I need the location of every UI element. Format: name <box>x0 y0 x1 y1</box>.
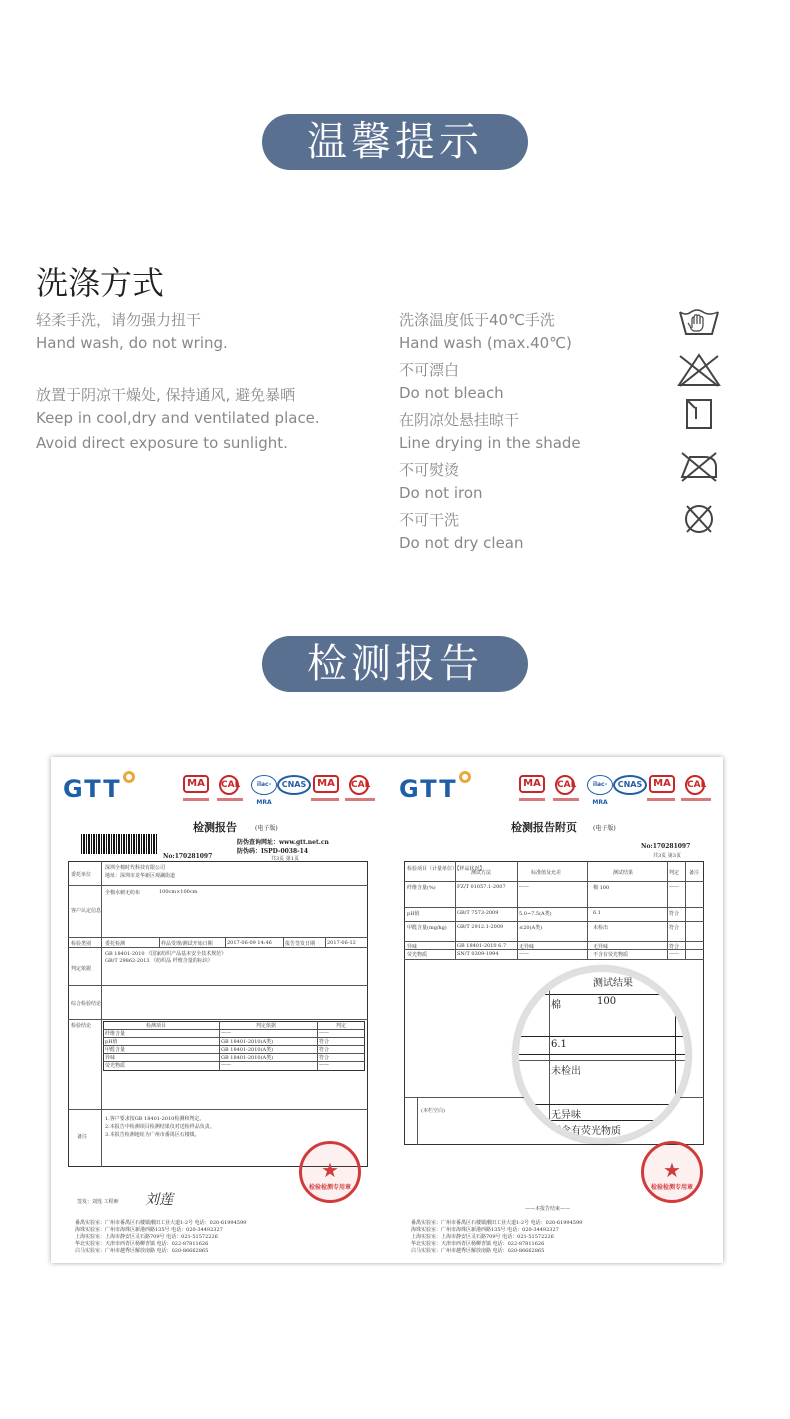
report-number: No:170281097 <box>641 843 691 850</box>
care-left-line: Hand wash, do not wring. <box>36 334 228 352</box>
ilac-logo: ilac-MRA <box>251 775 277 795</box>
appendix-standard: ≤20(A类) <box>519 925 543 931</box>
care-left-line: 放置于阴凉干燥处, 保持通风, 避免暴晒 <box>36 386 296 404</box>
cal-logo: CAL <box>219 775 239 795</box>
appendix-item: 荧光物质 <box>407 952 428 958</box>
report-number: No:170281097 <box>163 853 213 860</box>
barcode <box>81 834 157 854</box>
detail-header-result: 判定 <box>336 1023 347 1029</box>
footer-line: 白马实验室：广州市越秀区解放南路 电话：020-86662865 <box>75 1248 209 1254</box>
footer-line: 华北实验室：天津市西青区杨柳青镇 电话：022-87811626 <box>75 1241 209 1247</box>
cnas-logo: CNAS <box>613 775 647 795</box>
appendix-method: GB 18401-2010 6.7 <box>457 943 507 949</box>
appendix-judgement: 符合 <box>669 925 680 931</box>
report-title: 检测报告 <box>193 821 237 834</box>
detail-item: 荧光物质 <box>105 1063 126 1069</box>
remark-label: 备注 <box>77 1134 88 1140</box>
ma-logo: MA <box>313 775 339 793</box>
detail-result: —— <box>319 1030 329 1036</box>
care-left-line: Keep in cool,dry and ventilated place. <box>36 409 320 427</box>
standard-1: GB 18401-2010 《国家纺织产品基本安全技术规范》 <box>105 951 227 957</box>
col-header-method: 测试方法 <box>471 870 492 876</box>
appendix-method: SN/T 0309-1994 <box>457 951 499 957</box>
care-right-line: Line drying in the shade <box>399 434 581 452</box>
magnifier-formaldehyde: 未检出 <box>551 1066 581 1077</box>
detail-header-item: 检测项目 <box>146 1023 167 1029</box>
cal-logo: CAL <box>349 775 369 795</box>
detail-result: —— <box>319 1062 329 1068</box>
product-name: 全棉水刺无纺布 <box>105 890 141 896</box>
detail-basis: GB 18401-2010(A类) <box>221 1039 274 1045</box>
appendix-standard: —— <box>519 951 529 957</box>
appendix-result: 无异味 <box>593 944 609 950</box>
cal-logo: CAL <box>555 775 575 795</box>
detail-basis: GB 18401-2010(A类) <box>221 1047 274 1053</box>
detail-item: 纤维含量 <box>105 1031 126 1037</box>
remark-line: 2.本报告中检测项目检测结果仅对送检样品负责。 <box>105 1124 215 1130</box>
appendix-standard: 5.0~7.5(A类) <box>519 911 552 917</box>
signature: 刘莲 <box>145 1192 173 1208</box>
care-right-line: 不可干洗 <box>399 511 460 529</box>
appendix-result: 6.1 <box>593 910 601 916</box>
footer-line: 海珠实验室：广州市海珠区新港西路135号 电话：020-34492327 <box>75 1227 223 1233</box>
appendix-judgement: 符合 <box>669 944 680 950</box>
inspection-stamp: ★ 检验检测专用章 <box>299 1141 361 1203</box>
approval-line: 签发：刘莲 工程师 <box>77 1199 119 1205</box>
gtt-logo: GTT <box>399 775 471 803</box>
appendix-item: 甲醛含量(mg/kg) <box>407 925 447 931</box>
test-type-label: 检验类别 <box>71 941 92 947</box>
client-label: 委托单位 <box>71 872 92 878</box>
appendix-item: 纤维含量(%) <box>407 885 436 891</box>
remark-line: 1.客户要求按GB 18401-2010检测和判定。 <box>105 1116 205 1122</box>
issue-date-value: 2017-06-12 <box>327 940 356 946</box>
test-report-appendix-page <box>387 757 723 1263</box>
results-magnifier <box>513 966 691 1144</box>
line-dry-shade-icon <box>676 395 722 435</box>
magnifier-odor: 无异味 <box>551 1110 581 1121</box>
ma-logo: MA <box>183 775 209 793</box>
report-subtitle: (电子版) <box>255 825 278 832</box>
magnifier-header: 测试结果 <box>593 978 633 989</box>
magnifier-fiber: 棉 <box>551 1000 561 1011</box>
report-title-pill: 检测报告 <box>262 636 528 692</box>
page-count: 共3页 第1页 <box>271 856 299 862</box>
care-right-line: 不可漂白 <box>399 361 460 379</box>
detail-item: 异味 <box>105 1055 116 1061</box>
sample-date-value: 2017-06-09 14:46 <box>227 940 272 946</box>
appendix-item: 异味 <box>407 944 418 950</box>
appendix-standard: 无异味 <box>519 944 535 950</box>
client-value: 深圳全棉时代科技有限公司 <box>105 865 166 871</box>
appendix-method: GB/T 2912.1-2009 <box>457 924 504 930</box>
detail-result: 符合 <box>319 1055 330 1061</box>
footer-line: 海珠实验室：广州市海珠区新港西路135号 电话：020-34492327 <box>411 1227 559 1233</box>
care-right-line: 不可熨烫 <box>399 461 460 479</box>
ilac-logo: ilac-MRA <box>587 775 613 795</box>
no-iron-icon <box>676 447 722 487</box>
magnifier-ph: 6.1 <box>551 1039 567 1050</box>
col-header-standard: 标准值及允差 <box>531 870 562 876</box>
detail-basis: —— <box>221 1062 231 1068</box>
care-title: 洗涤方式 <box>36 264 165 302</box>
care-right-line: 在阴凉处悬挂晾干 <box>399 411 520 429</box>
page-count: 共3页 第3页 <box>653 853 681 859</box>
care-right-line: Do not dry clean <box>399 534 524 552</box>
care-left-line: Avoid direct exposure to sunlight. <box>36 434 288 452</box>
report-images <box>51 757 723 1263</box>
detail-item: pH值 <box>105 1039 118 1045</box>
appendix-judgement: 符合 <box>669 911 680 917</box>
tips-title-pill: 温馨提示 <box>262 114 528 170</box>
issue-date-label: 报告签发日期 <box>285 941 316 947</box>
col-header-result: 测试结果 <box>613 870 634 876</box>
sample-date-label: 样品受理/测试开始日期 <box>161 941 213 947</box>
ma-logo: MA <box>519 775 545 793</box>
appendix-standard: —— <box>519 884 529 890</box>
cal-logo: CAL <box>685 775 705 795</box>
inspection-stamp: ★ 检验检测专用章 <box>641 1141 703 1203</box>
care-right-line: Do not iron <box>399 484 483 502</box>
detail-result: 符合 <box>319 1047 330 1053</box>
remark-line: 3.本报告检测地址为广州市番禺区石楼镇。 <box>105 1132 200 1138</box>
customer-info-label: 客户认定信息 <box>71 908 102 914</box>
appendix-result: 不含有荧光物质 <box>593 952 629 958</box>
product-size: 100cm×100cm <box>159 889 198 895</box>
footer-line: 上海实验室：上海市静安区灵石路709号 电话：021-51572226 <box>75 1234 218 1240</box>
hand-wash-icon <box>676 302 722 342</box>
cnas-logo: CNAS <box>277 775 311 795</box>
care-right-line: 洗涤温度低于40℃手洗 <box>399 311 555 329</box>
appendix-result: 未检出 <box>593 925 609 931</box>
no-bleach-icon <box>676 350 722 390</box>
col-header-remark: 备注 <box>689 870 700 876</box>
care-left-line: 轻柔手洗，请勿强力扭干 <box>36 311 202 329</box>
overall-label: 综合检验结论 <box>71 1001 102 1007</box>
appendix-method: FZ/T 01057.1-2007 <box>457 884 506 890</box>
judge-basis-label: 判定依据 <box>71 966 92 972</box>
client-address: 地址：深圳市龙华新区观澜街道 <box>105 873 176 879</box>
detail-item: 甲醛含量 <box>105 1047 126 1053</box>
ma-logo: MA <box>649 775 675 793</box>
magnifier-fluorescent: 不含有荧光物质 <box>551 1126 621 1137</box>
care-right-line: Hand wash (max.40℃) <box>399 334 572 352</box>
col-header-judgement: 判定 <box>669 870 680 876</box>
appendix-title: 检测报告附页 <box>511 821 577 834</box>
standard-2: GB/T 29862-2013 《纺织品 纤维含量的标识》 <box>105 958 213 964</box>
details-label: 检验结论 <box>71 1023 92 1029</box>
anti-fake-code: 防伪码：ISPD-0038-14 <box>237 848 308 855</box>
detail-result: 符合 <box>319 1039 330 1045</box>
no-dry-clean-icon <box>676 499 722 539</box>
footer-line: 上海实验室：上海市静安区灵石路709号 电话：021-51572226 <box>411 1234 554 1240</box>
footer-line: 华北实验室：天津市西青区杨柳青镇 电话：022-87811626 <box>411 1241 545 1247</box>
footer-line: 白马实验室：广州市越秀区解放南路 电话：020-86662865 <box>411 1248 545 1254</box>
report-end-note: ——本报告结束—— <box>525 1206 571 1212</box>
footer-line: 番禺实验室：广州市番禺区石楼镇潮田工业大道1-2号 电话：020-61994599 <box>75 1220 247 1226</box>
magnifier-fiber-value: 100 <box>597 996 617 1007</box>
appendix-subtitle: (电子版) <box>593 825 616 832</box>
col-header-item: 检验项目（计量单位）【样品状况】 <box>407 866 485 872</box>
gtt-logo: GTT <box>63 775 135 803</box>
appendix-judgement: —— <box>669 884 679 890</box>
query-url: 防伪查询网址：www.gtt.net.cn <box>237 839 329 846</box>
appendix-method: GB/T 7573-2009 <box>457 910 499 916</box>
appendix-result: 棉 100 <box>593 885 610 891</box>
test-type-value: 委托检测 <box>105 941 126 947</box>
care-right-line: Do not bleach <box>399 384 504 402</box>
appendix-judgement: —— <box>669 951 679 957</box>
test-report-page <box>51 757 387 1263</box>
detail-basis: GB 18401-2010(A类) <box>221 1055 274 1061</box>
appendix-remark: (本栏空白) <box>421 1108 445 1114</box>
appendix-item: pH值 <box>407 911 420 917</box>
detail-basis: —— <box>221 1030 231 1036</box>
footer-line: 番禺实验室：广州市番禺区石楼镇潮田工业大道1-2号 电话：020-61994599 <box>411 1220 583 1226</box>
detail-header-basis: 判定依据 <box>256 1023 277 1029</box>
